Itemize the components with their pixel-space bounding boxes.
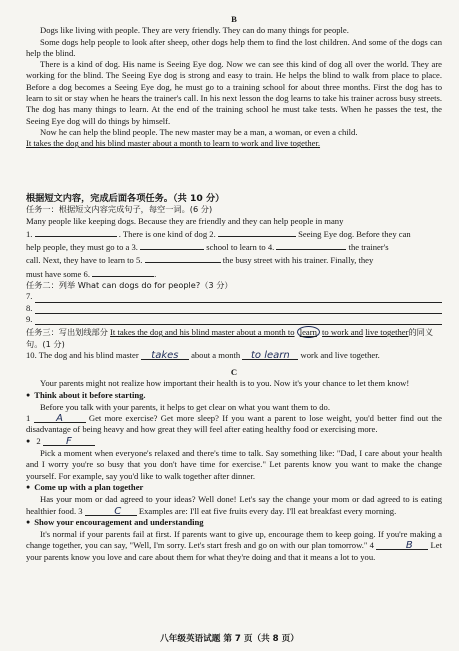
task3-sentence: It takes the dog and his blind master about a month to (110, 327, 295, 338)
passage-paragraph: Some dogs help people to look after sheep, other dogs help them to find the lost children. And some of the dogs can help the blind. (26, 36, 442, 58)
paragraph-text: Get more exercise? Get more sleep? If you want a parent to lose weight, you'd better find out the disadvantage of being heavy and how great they will feel after eating healthy food or exercising more. (26, 413, 442, 435)
task1-text: 1. (26, 228, 33, 239)
task2-number: 9. (26, 313, 33, 324)
q10-text: 10. The dog and his blind master (26, 349, 139, 360)
task1-text: Seeing Eye dog. Before they can (298, 228, 411, 239)
handwritten-answer[interactable]: B (376, 540, 428, 550)
task1-line (26, 240, 442, 253)
circled-word: learn (297, 326, 320, 338)
task3-answer (26, 350, 442, 361)
task3-title-end: 的同义句。(1 分) (26, 327, 434, 349)
task-instruction: 根据短文内容，完成后面各项任务。（共 10 分） (26, 193, 225, 204)
passage-paragraph: There is a kind of dog. His name is Seeing Eye dog. Now we can see this kind of dog all over the world. They are working for the blind. The Seeing Eye dog is strong and easy to train. He helps the blind to walk from place to place. Before a dog becomes a Seeing Eye dog, he must go to a training school for about three months. First the dog has to learn to sit or stay when he hears the trainer's call. In his next lesson the dog learns to take his trainer across busy streets. The dog has many things to learn. At the end of the training school he must take tests. When he passes the test, the Seeing Eye dog will do things by himself. (26, 59, 442, 126)
task1-text: . There is one kind of dog 2. (118, 228, 216, 239)
heading-encouragement: ● Show your encouragement and understanding (26, 517, 442, 529)
answer-line[interactable] (35, 293, 442, 303)
answer-line[interactable] (35, 304, 442, 314)
task1-text: the trainer's (348, 242, 389, 253)
task2-number: 8. (26, 302, 33, 313)
handwritten-answer[interactable]: C (85, 506, 137, 516)
heading-2 (26, 436, 442, 448)
task1-text: the busy street with his trainer. Finally, they (222, 255, 374, 266)
answer-blank-4[interactable] (276, 240, 346, 250)
q10-text: work and live together. (300, 349, 380, 360)
q10-text: about a month (191, 349, 241, 360)
task2-answer-line[interactable] (26, 303, 442, 314)
underlined-sentence: It takes the dog and his blind master about a month to learn to work and live together. (26, 138, 321, 149)
answer-blank-3[interactable] (140, 240, 204, 250)
section-c-letter: C (230, 367, 238, 377)
section-c-passage (26, 367, 442, 563)
task1-text: school to learn to 4. (206, 242, 275, 253)
task1-text: . (154, 268, 157, 279)
section-b-letter: B (231, 14, 237, 24)
answer-blank-2[interactable] (218, 227, 296, 237)
task3-sentence: live together (365, 327, 409, 338)
task1-text: must have some 6. (26, 268, 90, 279)
section-b-tasks (26, 193, 442, 361)
blank-number: 1 (26, 413, 31, 424)
section-c-paragraph (26, 529, 442, 563)
heading-plan: ● Come up with a plan together (26, 482, 442, 494)
task2-answer-line[interactable] (26, 291, 442, 302)
task1-text: call. Next, they have to learn to 5. (26, 255, 143, 266)
handwritten-answer[interactable]: to learn (242, 350, 298, 360)
section-c-intro: Your parents might not realize how important their health is to you. Now it's your chance to let them know! (40, 378, 410, 389)
blank-number: 2 (36, 435, 41, 446)
heading-think: ● Think about it before starting. (26, 390, 442, 402)
section-c-paragraph: Before you talk with your parents, it helps to get clear on what you want them to do. (40, 401, 330, 412)
handwritten-answer[interactable]: F (43, 436, 95, 446)
section-c-paragraph (26, 413, 442, 436)
task2-title: 任务二：列举 What can dogs do for people?（3 分） (26, 280, 233, 291)
task3-sentence: to work and (322, 327, 364, 338)
task1-title: 任务一：根据短文内容完成句子，每空一词。(6 分) (26, 204, 213, 215)
answer-line[interactable] (35, 315, 442, 325)
page-footer: 八年级英语试题 第 7 页（共 8 页） (160, 634, 299, 644)
paragraph-text: Has your mom or dad agreed to your ideas? Well done! Let's say the change your mom or dad agreed to is eating healthier food. 3 (26, 494, 442, 516)
answer-blank-6[interactable] (92, 267, 157, 279)
paragraph-text: It's normal if your parents fail at first. If parents want to give up, encourage them to keep going. If you're making a change together, you can say, "Well, I'm sorry. Let's start fresh and go on with our plan tomorrow." 4 (26, 529, 442, 551)
passage-paragraph: Now he can help the blind people. The new master may be a man, a woman, or even a child. (40, 126, 358, 137)
answer-blank-5[interactable] (145, 253, 221, 263)
task1-line: Many people like keeping dogs. Because they are friendly and they can help people in many (26, 215, 344, 226)
passage-paragraph: Dogs like living with people. They are very friendly. They can do many things for people. (40, 25, 349, 36)
answer-blank-1[interactable] (35, 227, 117, 237)
handwritten-answer[interactable]: A (34, 413, 86, 423)
section-c-paragraph (26, 494, 442, 517)
paragraph-text: Examples are: I'll eat five fruits every day. I'll eat breakfast every morning. (138, 505, 397, 516)
task1-line (26, 253, 442, 266)
handwritten-answer[interactable]: takes (141, 350, 189, 360)
task1-line (26, 267, 442, 280)
task2-answer-line[interactable] (26, 314, 442, 325)
section-b-passage (26, 14, 442, 150)
task1-text: help people, they must go to a 3. (26, 242, 138, 253)
task3-title: 任务三：写出划线部分 (26, 327, 108, 338)
task1-line (26, 227, 442, 240)
section-c-paragraph: Pick a moment when everyone's relaxed and there's time to talk. Say something like: "Dad, I care about your health and I worry you're so busy that you don't have time for exercise." Let parents know you want to make the change yourself. For example, say you'd like to walk together after dinner. (26, 448, 442, 481)
paragraph-text: Let your parents know you love and care about them for what they're doing and that it means a lot to you. (26, 540, 442, 562)
task3-prompt (26, 327, 442, 350)
task2-number: 7. (26, 291, 33, 302)
